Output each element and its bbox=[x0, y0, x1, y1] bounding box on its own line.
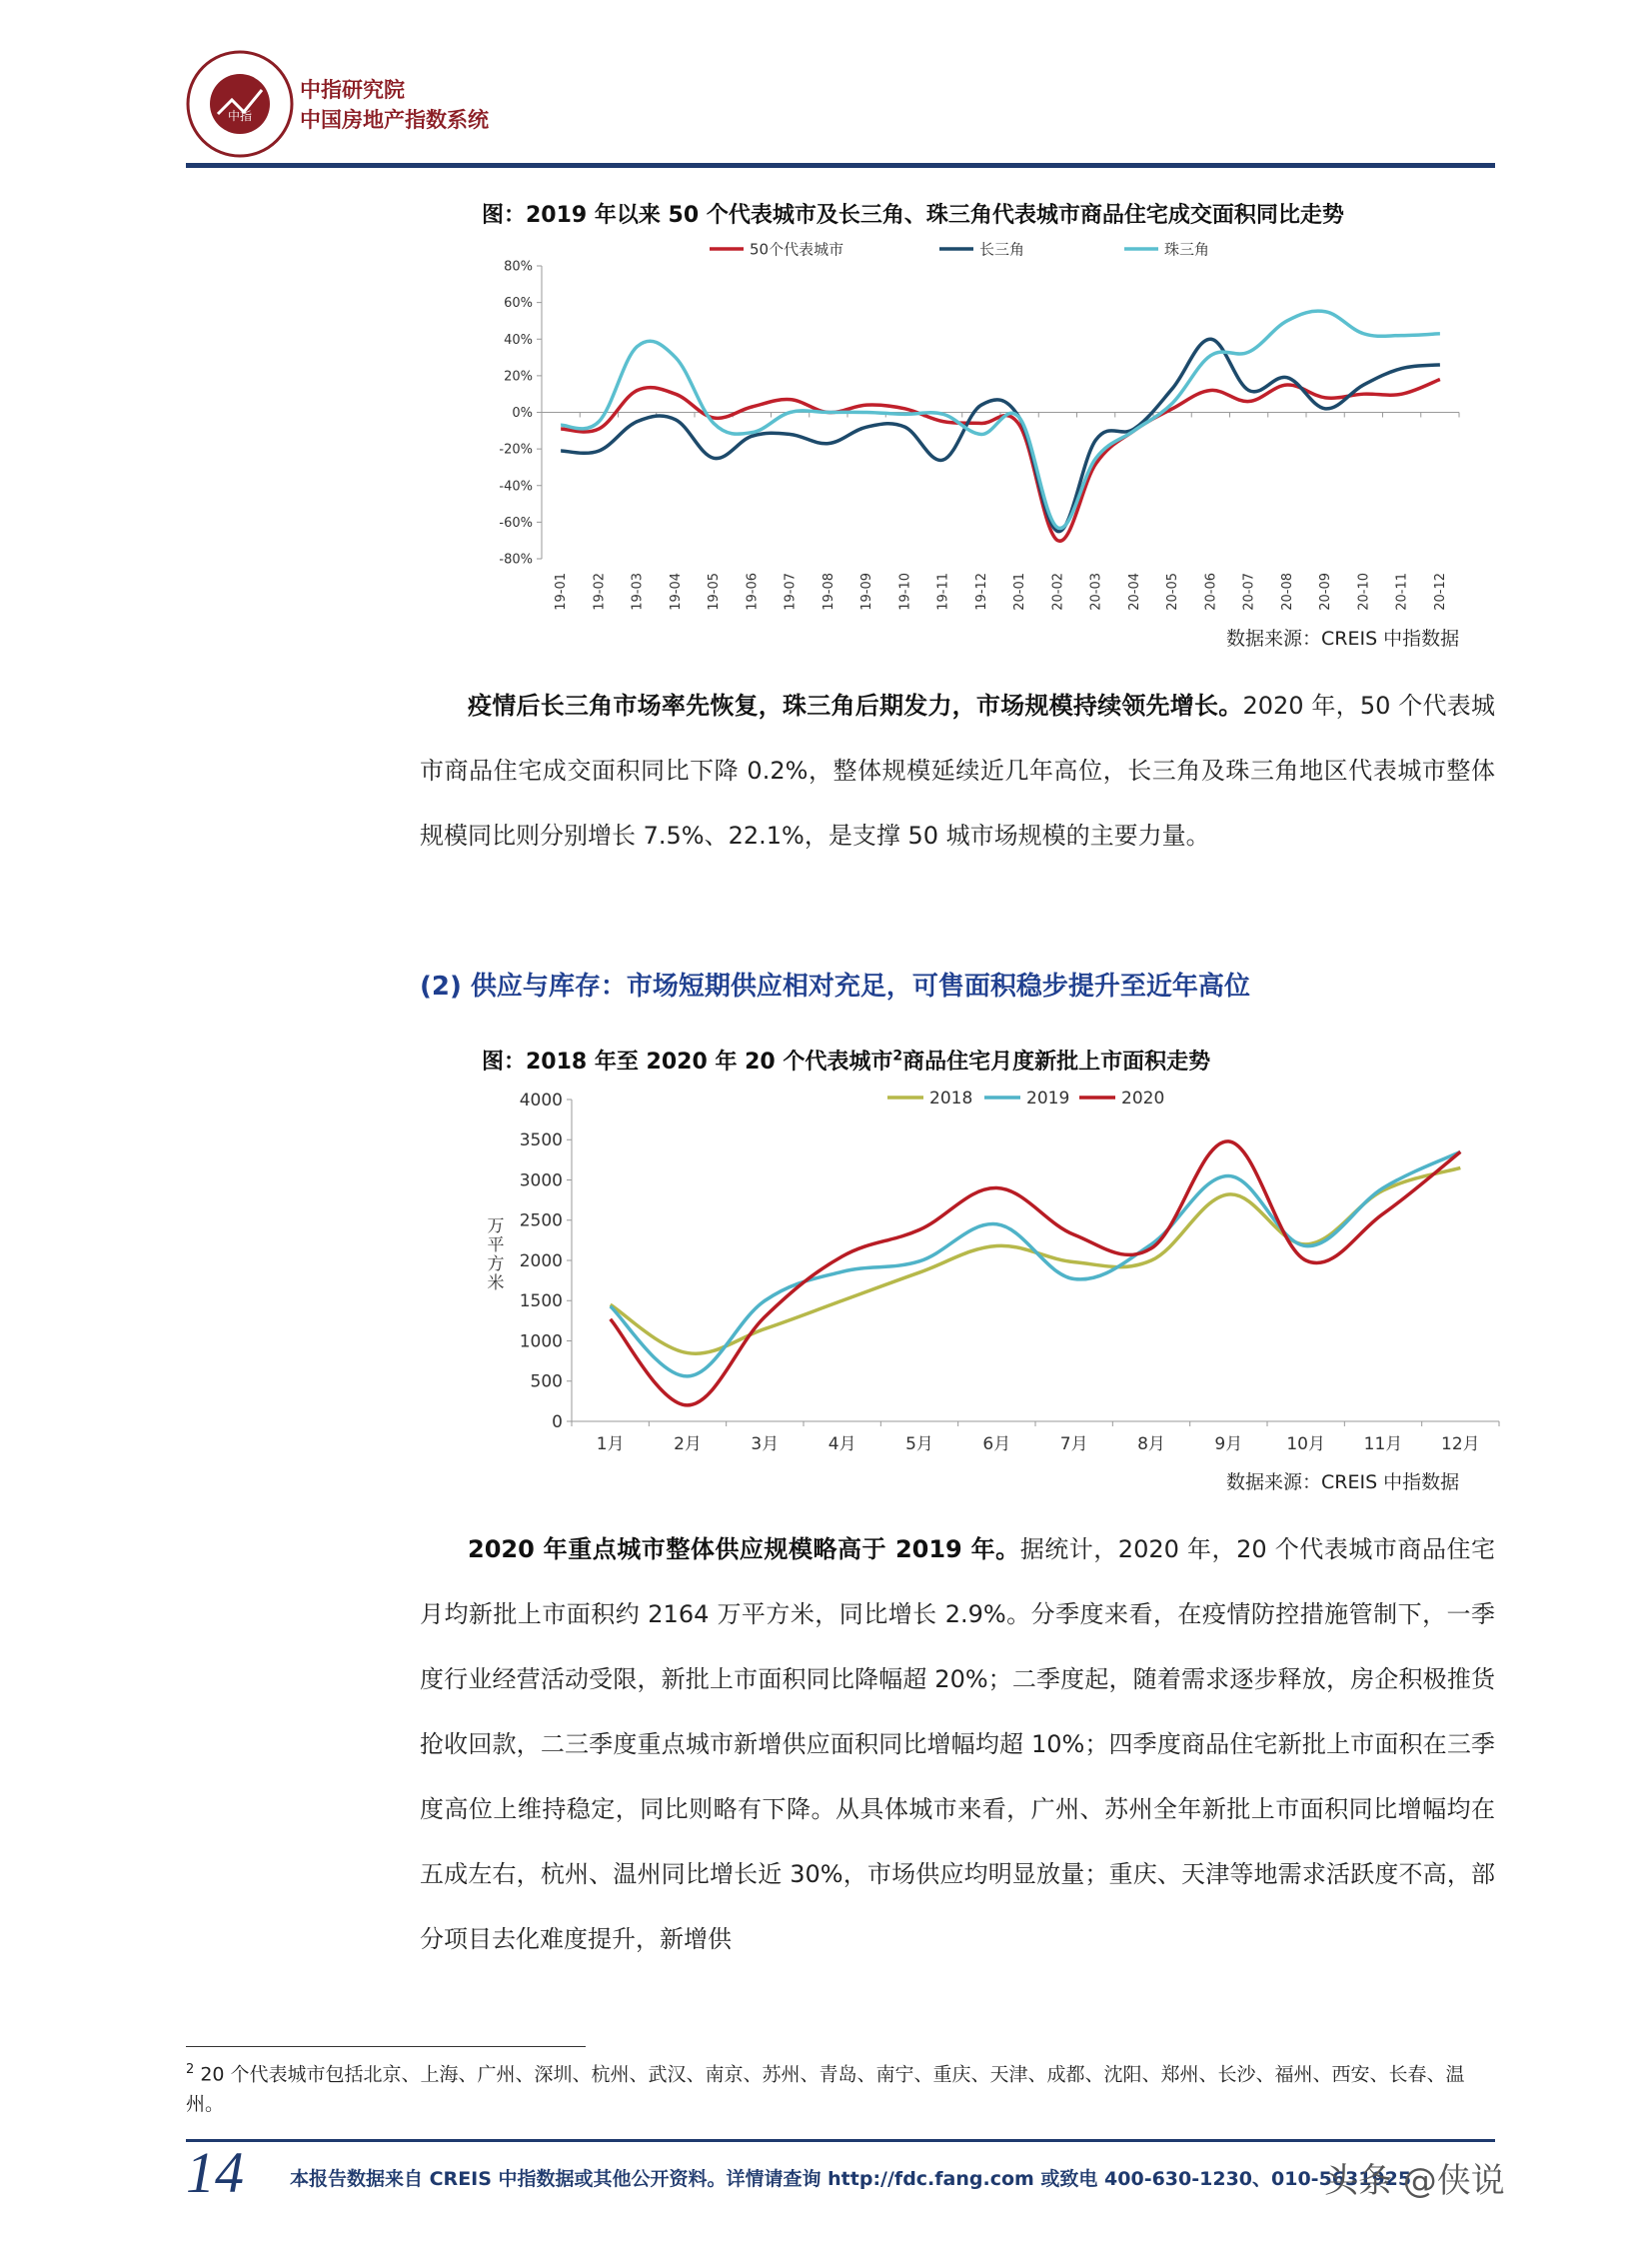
x-tick-label: 20-02 bbox=[1050, 573, 1066, 611]
series-line-0 bbox=[611, 1167, 1461, 1353]
org-subtitle: 中国房地产指数系统 bbox=[300, 108, 489, 132]
header-rule bbox=[186, 163, 1495, 168]
x-tick-label: 19-12 bbox=[973, 573, 989, 611]
x-tick-label: 20-05 bbox=[1165, 573, 1181, 611]
y-axis-title-char: 米 bbox=[487, 1273, 505, 1293]
legend-label: 2018 bbox=[929, 1089, 973, 1110]
x-tick-label: 12月 bbox=[1441, 1434, 1480, 1454]
y-tick-label: 3000 bbox=[519, 1170, 563, 1191]
x-tick-label: 5月 bbox=[905, 1434, 933, 1454]
footnote-text: 20 个代表城市包括北京、上海、广州、深圳、杭州、武汉、南京、苏州、青岛、南宁、重庆、天津、成都、沈阳、郑州、长沙、福州、西安、长春、温州。 bbox=[186, 2063, 1465, 2116]
x-tick-label: 8月 bbox=[1137, 1434, 1165, 1454]
x-tick-label: 4月 bbox=[827, 1434, 856, 1454]
x-tick-label: 19-02 bbox=[592, 573, 608, 611]
x-tick-label: 19-11 bbox=[935, 573, 951, 611]
figure2-title: 图：2018 年至 2020 年 20 个代表城市$^2$商品住宅月度新批上市面积走势 bbox=[482, 1048, 1211, 1075]
y-tick-label: 20% bbox=[504, 369, 533, 385]
x-tick-label: 20-09 bbox=[1318, 573, 1334, 611]
y-tick-label: 4000 bbox=[519, 1090, 563, 1111]
legend-label: 2020 bbox=[1121, 1089, 1165, 1110]
footer-disclaimer: 本报告数据来自 CREIS 中指数据或其他公开资料。详情请查询 http://fdc.fang.com 或致电 400-630-1230、010-5631925 bbox=[290, 2168, 1412, 2190]
y-tick-label: 500 bbox=[530, 1371, 563, 1392]
y-tick-label: 0 bbox=[552, 1411, 563, 1432]
paragraph-2 bbox=[420, 1517, 1495, 1972]
y-tick-label: 3500 bbox=[519, 1130, 563, 1151]
footnote bbox=[186, 2055, 1495, 2119]
paragraph-2-lead: 2020 年重点城市整体供应规模略高于 2019 年。 bbox=[468, 1535, 1020, 1563]
x-tick-label: 19-04 bbox=[668, 573, 684, 611]
footnote-rule bbox=[186, 2046, 586, 2047]
x-tick-label: 20-10 bbox=[1356, 573, 1372, 611]
y-axis-title-char: 平 bbox=[487, 1235, 505, 1255]
legend-label: 珠三角 bbox=[1164, 240, 1210, 259]
x-tick-label: 2月 bbox=[674, 1434, 702, 1454]
y-axis-title-char: 万 bbox=[487, 1216, 505, 1236]
paragraph-1-lead: 疫情后长三角市场率先恢复，珠三角后期发力，市场规模持续领先增长。 bbox=[468, 692, 1243, 720]
y-tick-label: 2000 bbox=[519, 1250, 563, 1271]
x-tick-label: 10月 bbox=[1286, 1434, 1325, 1454]
paragraph-1-body: 2020 年，50 个代表城市商品住宅成交面积同比下降 0.2%，整体规模延续近几年高位，长三角及珠三角地区代表城市整体规模同比则分别增长 7.5%、22.1%，是支撑 50 城市场规模的主要力量。 bbox=[420, 692, 1495, 850]
y-tick-label: 1500 bbox=[519, 1291, 563, 1312]
x-tick-label: 20-06 bbox=[1203, 573, 1219, 611]
watermark-text: 头条 @侠说 bbox=[1324, 2161, 1505, 2201]
figure1-source: 数据来源：CREIS 中指数据 bbox=[1226, 628, 1460, 650]
x-tick-label: 20-11 bbox=[1394, 573, 1410, 611]
org-name: 中指研究院 bbox=[300, 78, 405, 102]
y-tick-label: -60% bbox=[499, 515, 533, 531]
x-tick-label: 6月 bbox=[982, 1434, 1011, 1454]
x-tick-label: 20-08 bbox=[1279, 573, 1295, 611]
paragraph-1 bbox=[420, 674, 1495, 869]
x-tick-label: 19-09 bbox=[859, 573, 875, 611]
x-tick-label: 19-01 bbox=[554, 573, 570, 611]
y-tick-label: 2500 bbox=[519, 1210, 563, 1231]
series-line-0 bbox=[561, 380, 1440, 542]
page-number: 14 bbox=[186, 2140, 244, 2205]
y-tick-label: 80% bbox=[504, 259, 533, 275]
section-heading-supply: (2) 供应与库存：市场短期供应相对充足，可售面积稳步提升至近年高位 bbox=[420, 972, 1250, 1002]
x-tick-label: 19-05 bbox=[707, 573, 723, 611]
x-tick-label: 20-03 bbox=[1088, 573, 1104, 611]
x-tick-label: 20-07 bbox=[1241, 573, 1257, 611]
y-tick-label: -80% bbox=[499, 552, 533, 568]
chart-monthly-new-supply bbox=[470, 1078, 1509, 1462]
legend-label: 长三角 bbox=[979, 240, 1025, 259]
x-tick-label: 20-12 bbox=[1432, 573, 1448, 611]
y-axis-title-char: 方 bbox=[487, 1254, 505, 1274]
logo-seal-icon bbox=[186, 50, 294, 158]
footer-rule bbox=[186, 2139, 1495, 2142]
x-tick-label: 19-03 bbox=[630, 573, 646, 611]
x-tick-label: 7月 bbox=[1059, 1434, 1088, 1454]
figure1-title: 图：2019 年以来 50 个代表城市及长三角、珠三角代表城市商品住宅成交面积同比走势 bbox=[482, 203, 1344, 228]
paragraph-2-body: 据统计，2020 年，20 个代表城市商品住宅月均新批上市面积约 2164 万平方米，同比增长 2.9%。分季度来看，在疫情防控措施管制下，一季度行业经营活动受限，新批上市面积同比降幅超 20%；二季度起，随着需求逐步释放，房企积极推货抢收回款，二三季度重点城市新增供应面积同比增幅均超 10%；四季度商品住宅新批上市面积在三季度高位上维持稳定，同比则略有下降。从具体城市来看，广州、苏州全年新批上市面积同比增幅均在五成左右，杭州、温州同比增长近 30%，市场供应均明显放量；重庆、天津等地需求活跃度不高，部分项目去化难度提升，新增供 bbox=[420, 1535, 1495, 1953]
y-tick-label: -40% bbox=[499, 479, 533, 495]
x-tick-label: 19-08 bbox=[821, 573, 836, 611]
x-tick-label: 20-01 bbox=[1012, 573, 1028, 611]
legend-label: 50个代表城市 bbox=[750, 240, 844, 259]
x-tick-label: 19-07 bbox=[783, 573, 799, 611]
series-line-1 bbox=[561, 339, 1440, 531]
chart-yoy-transaction-area bbox=[470, 232, 1469, 617]
x-tick-label: 1月 bbox=[596, 1434, 625, 1454]
x-tick-label: 19-10 bbox=[897, 573, 913, 611]
series-line-1 bbox=[611, 1151, 1461, 1376]
y-tick-label: 40% bbox=[504, 332, 533, 348]
footnote-marker: 2 bbox=[186, 2062, 195, 2077]
x-tick-label: 3月 bbox=[751, 1434, 780, 1454]
series-line-2 bbox=[611, 1141, 1461, 1405]
x-tick-label: 9月 bbox=[1214, 1434, 1243, 1454]
x-tick-label: 20-04 bbox=[1126, 573, 1142, 611]
series-line-2 bbox=[561, 311, 1440, 528]
y-tick-label: 1000 bbox=[519, 1331, 563, 1352]
legend-label: 2019 bbox=[1026, 1089, 1070, 1110]
y-tick-label: 60% bbox=[504, 296, 533, 312]
y-tick-label: 0% bbox=[512, 406, 533, 422]
y-tick-label: -20% bbox=[499, 442, 533, 458]
x-tick-label: 11月 bbox=[1363, 1434, 1403, 1454]
figure2-source: 数据来源：CREIS 中指数据 bbox=[1226, 1471, 1460, 1493]
logo-center-text: 中指 bbox=[227, 109, 253, 123]
x-tick-label: 19-06 bbox=[745, 573, 761, 611]
